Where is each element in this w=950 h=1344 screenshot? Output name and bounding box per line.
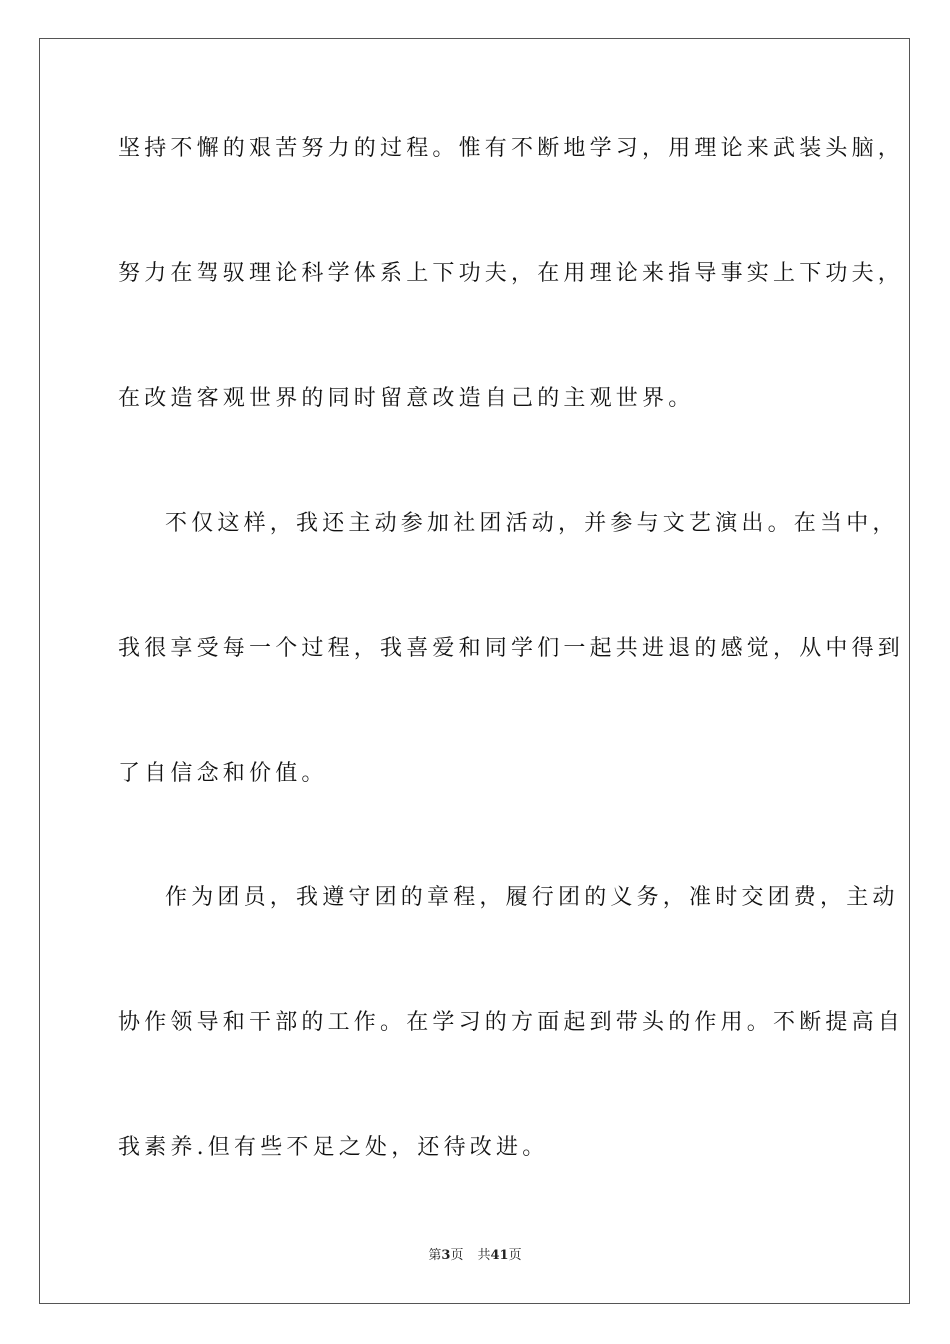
total-pages: 41 bbox=[490, 1248, 509, 1263]
paragraph-start-line: 作为团员，我遵守团的章程，履行团的义务，准时交团费，主动 bbox=[165, 885, 899, 910]
text-line: 了自信念和价值。 bbox=[118, 761, 328, 786]
text-line: 努力在驾驭理论科学体系上下功夫，在用理论来指导事实上下功夫， bbox=[118, 261, 905, 286]
page-border bbox=[39, 38, 910, 1304]
page-footer bbox=[0, 1248, 950, 1264]
text-line: 我素养.但有些不足之处，还待改进。 bbox=[118, 1135, 549, 1160]
text-line: 协作领导和干部的工作。在学习的方面起到带头的作用。不断提高自 bbox=[118, 1010, 905, 1035]
text-line: 坚持不懈的艰苦努力的过程。惟有不断地学习，用理论来武装头脑， bbox=[118, 136, 905, 161]
text-line: 在改造客观世界的同时留意改造自己的主观世界。 bbox=[118, 386, 695, 411]
total-prefix: 共 bbox=[477, 1248, 491, 1263]
text-line: 我很享受每一个过程，我喜爱和同学们一起共进退的感觉，从中得到 bbox=[118, 636, 905, 661]
page-suffix: 页 bbox=[450, 1248, 464, 1263]
paragraph-start-line: 不仅这样，我还主动参加社团活动，并参与文艺演出。在当中， bbox=[165, 511, 899, 536]
page-number: 3 bbox=[441, 1248, 451, 1263]
page-prefix: 第 bbox=[428, 1248, 442, 1263]
total-suffix: 页 bbox=[508, 1248, 522, 1263]
